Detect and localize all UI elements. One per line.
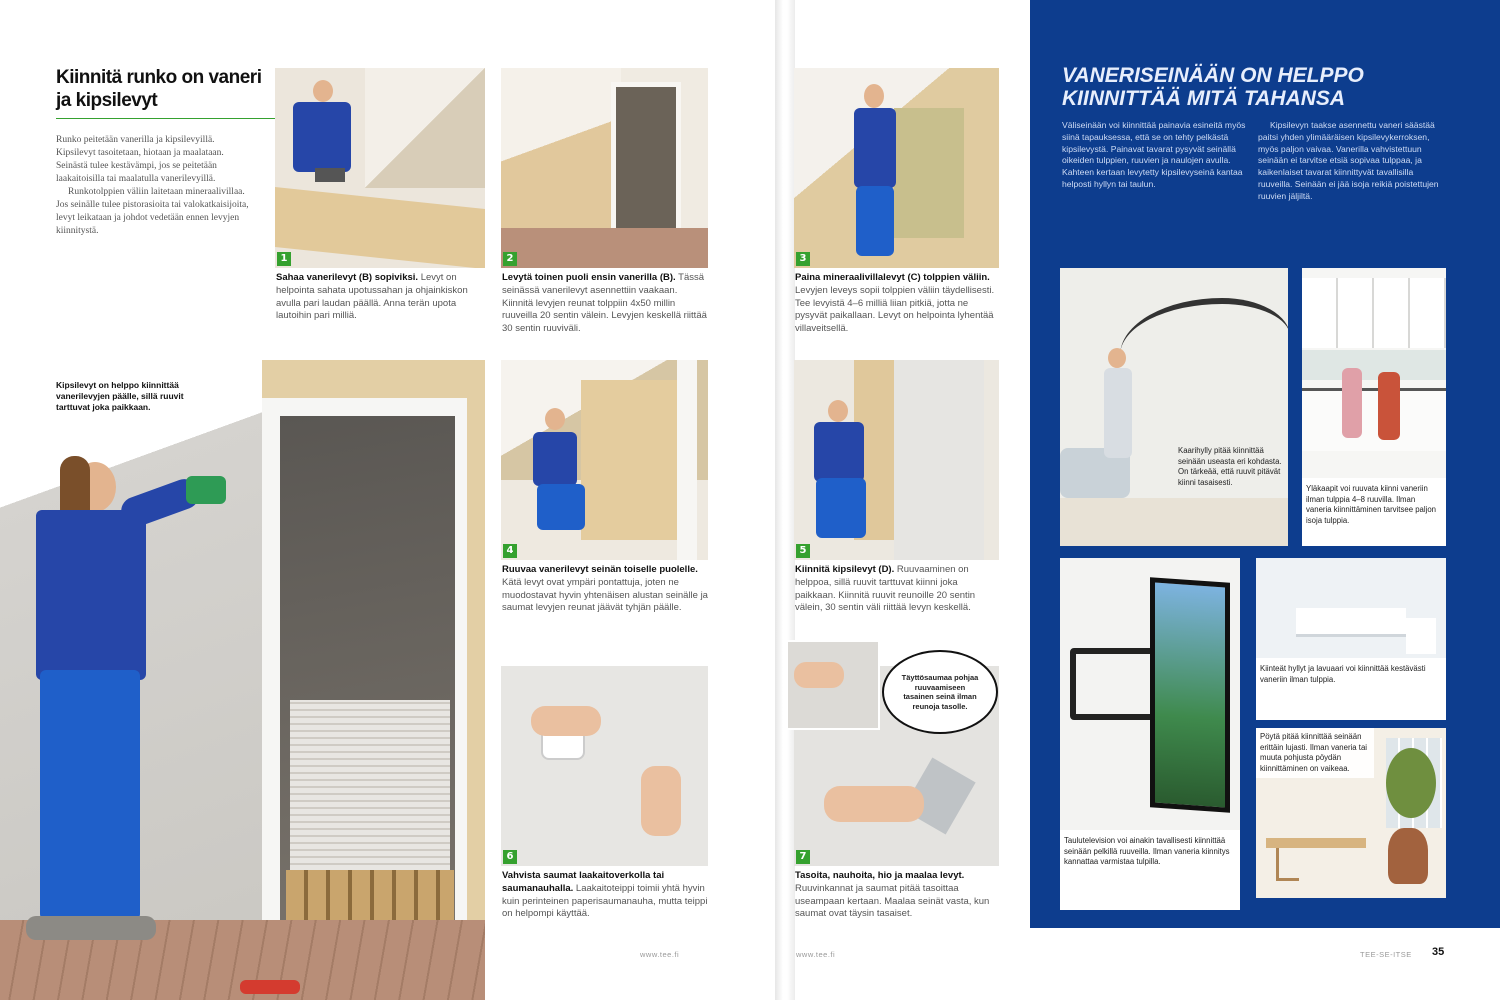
worker-trousers <box>816 478 866 538</box>
lower-cabinets <box>1302 388 1446 451</box>
main-photo-caption: Kipsilevyt on helppo kiinnittää vanerilevyjen päälle, sillä ruuvit tarttuvat joka paikkaan. <box>56 380 184 412</box>
step-2-photo <box>501 68 708 268</box>
plywood-wall <box>581 380 681 540</box>
step-1-caption <box>276 272 484 323</box>
step-6-title: Vahvista saumat laakaitoverkolla tai saumanauhalla. <box>502 870 665 894</box>
lemon-tree <box>1386 748 1436 818</box>
step-2-caption <box>502 272 708 336</box>
table-caption: Pöytä pitää kiinnittää seinään erittäin lujasti. Ilman vaneria tai muuta pohjusta pöydän kiinnittäminen on vaikeaa. <box>1256 728 1374 778</box>
brick-floor <box>501 228 708 268</box>
curved-shelf <box>1120 298 1288 394</box>
hand <box>824 786 924 822</box>
power-cord <box>240 980 300 994</box>
main-photo <box>0 360 485 1000</box>
intro-text <box>56 134 256 238</box>
worker-body <box>293 102 351 172</box>
worker-head <box>864 84 884 108</box>
step-6-badge: 6 <box>503 850 517 864</box>
step-1-title: Sahaa vanerilevyt (B) sopiviksi. <box>276 272 419 283</box>
step-7-badge: 7 <box>796 850 810 864</box>
worker-head <box>313 80 333 102</box>
step-3-caption <box>795 272 1000 336</box>
tv-caption: Taulutelevision voi ainakin tavallisesti kiinnittää seinään pelkillä ruuveilla. Ilman vaneria kiinnitys kannattaa varmistaa tulpilla. <box>1064 836 1230 866</box>
gypsum-stack <box>290 700 450 870</box>
worker-body <box>533 432 577 486</box>
blue-title-line-2: KIINNITTÄÄ MITÄ TAHANSA <box>1062 87 1346 110</box>
step-7-text: Ruuvinkannat ja saumat pitää tasoittaa useampaan kertaan. Maalaa seinät vasta, kun saumat ovat täysin tasaiset. <box>795 882 990 920</box>
worker-trousers <box>40 670 140 920</box>
table-bracket <box>1276 848 1299 881</box>
step-2-badge: 2 <box>503 252 517 266</box>
page-gutter <box>775 0 795 1000</box>
step-4-text: Kätä levyt ovat ympäri pontattuja, joten ne muodostavat hyvin yhtenäisen alustan seinälle ja saumat levyjen reunat jäävät tyhjän päälle. <box>502 576 708 614</box>
worker-shoes <box>26 916 156 940</box>
worker-trousers <box>856 186 894 256</box>
step-1-text: Levyt on helpointa sahata upotussahan ja ohjainkiskon avulla pari laudan päällä. Anna terän upota lautoihin pari milliä. <box>276 272 468 322</box>
step-5-title: Kiinnitä kipsilevyt (D). <box>795 564 895 575</box>
plywood-sheet <box>275 187 485 268</box>
shelf-photo <box>1060 268 1288 546</box>
step-3-photo <box>794 68 999 268</box>
child-2 <box>1378 372 1400 440</box>
hand-bottom <box>641 766 681 836</box>
sink-caption: Kiinteät hyllyt ja lavuaari voi kiinnittää kestävästi vaneriin ilman tulppia. <box>1260 664 1426 684</box>
worker-body <box>814 422 864 482</box>
middle-footer: www.tee.fi <box>796 950 836 959</box>
step-4-badge: 4 <box>503 544 517 558</box>
tv-mount <box>1070 648 1162 720</box>
worker-jacket <box>36 510 146 680</box>
step-3-title: Paina mineraalivillalevyt (C) tolppien väliin. <box>795 272 990 283</box>
step-6-photo <box>501 666 708 866</box>
mineral-wool <box>894 108 964 238</box>
step-5-photo <box>794 360 999 560</box>
blue-col-2: Kipsilevyn taakse asennettu vaneri säästää paitsi yhden ylimääräisen kipsilevykerroksen, myös paljon vaivaa. Vanerilla vahvistettuun seinään ei tarvitse etsiä sopivaa tulppaa, ja kaikenlaiset tavarat kiinnittyvät tavallisilla ruuveilla. Seinään ei jää isoja reikiä poistettujen ruuvien jäljiltä. <box>1258 120 1439 201</box>
step-4-title: Ruuvaa vanerilevyt seinän toiselle puolelle. <box>502 564 698 575</box>
step-3-badge: 3 <box>796 252 810 266</box>
kitchen-photo <box>1302 268 1446 478</box>
inset-photo <box>786 640 880 730</box>
tip-callout-text: Täyttösaumaa pohjaa ruuvaamiseen tasainen seinä ilman reunoja tasolle. <box>901 673 979 711</box>
child-1 <box>1342 368 1362 438</box>
worker-head <box>545 408 565 430</box>
step-5-text: Ruuvaaminen on helppoa, sillä ruuvit tarttuvat kiinni joka paikkaan. Kiinnitä ruuvit reunoille 20 sentin välein, 30 sentin väli riittää levyn keskellä. <box>795 564 976 614</box>
step-6-text: Laakaitoteippi toimii yhtä hyvin kuin perinteinen paperisaumanauha, mutta teippi on helpompi käyttää. <box>502 882 708 920</box>
left-page-title: Kiinnitä runko on vaneri ja kipsilevyt <box>56 67 262 111</box>
left-footer: www.tee.fi <box>640 950 680 959</box>
blue-title-line-1: VANERISEINÄÄN ON HELPPO <box>1062 64 1364 87</box>
step-5-caption <box>795 564 1000 615</box>
gypsum-board <box>894 360 984 560</box>
step-5-badge: 5 <box>796 544 810 558</box>
tv-screen <box>1150 577 1230 813</box>
inset-hand <box>794 662 844 688</box>
kitchen-caption: Yläkaapit voi ruuvata kiinni vaneriin ilman tulppia 4–8 ruuvilla. Ilman vaneria kiinnittäminen tarvitsee paljon isoja tulppia. <box>1306 484 1437 525</box>
worker-head <box>828 400 848 422</box>
intro-paragraph-1: Runko peitetään vanerilla ja kipsilevyillä. Kipsilevyt tasoitetaan, hiotaan ja maalataan. Seinästä tulee kestävämpi, jos se peitetään laakaitoisilla tai maalatulla vanerilevyillä. <box>56 135 224 184</box>
step-1-photo <box>275 68 485 268</box>
step-4-caption <box>502 564 708 615</box>
sink-cabinet <box>1406 618 1436 654</box>
step-7-title: Tasoita, nauhoita, hio ja maalaa levyt. <box>795 870 965 881</box>
attic-ceiling <box>365 68 485 188</box>
woman-head <box>1108 348 1126 368</box>
kitchen-caption-box <box>1302 478 1446 546</box>
doorway <box>611 82 681 242</box>
shelf-caption: Kaarihylly pitää kiinnittää seinään useasta eri kohdasta. On tärkeää, että ruuvit pitävät kiinni tasaisesti. <box>1178 446 1282 487</box>
sink-basin <box>1296 608 1406 637</box>
pallet <box>286 870 454 920</box>
worker-body <box>854 108 896 188</box>
hand-top <box>531 706 601 736</box>
sink-photo <box>1256 558 1446 658</box>
tv-photo <box>1060 558 1240 830</box>
blue-panel-title <box>1062 64 1482 110</box>
tv-caption-box <box>1060 830 1240 910</box>
drill <box>186 476 226 504</box>
folding-table <box>1266 838 1366 848</box>
step-2-title: Levytä toinen puoli ensin vanerilla (B). <box>502 272 676 283</box>
saw <box>315 168 345 182</box>
woman-body <box>1104 368 1132 458</box>
upper-cabinets <box>1302 278 1446 348</box>
step-6-caption <box>502 870 708 921</box>
worker-trousers <box>537 484 585 530</box>
floor <box>1060 498 1288 546</box>
blue-col-1: Väliseinään voi kiinnittää painavia esineitä myös siinä tapauksessa, että se on tehty pelkästä kipsilevystä. Painavat tavarat pysyvät seinällä oikeiden tulppien, ruuvien ja naulojen avulla. Kahteen kertaan levytetty kipsilevyseinä kantaa helposti hyllyn tai taulun. <box>1062 120 1246 189</box>
step-3-text: Levyjen leveys sopii tolppien väliin täydellisesti. Tee levyistä 4–6 milliä liian pitkiä, jotta ne pysyvät paikallaan. Levyt on helpointa lyhentää villaveitsellä. <box>795 284 995 335</box>
page-number: 35 <box>1432 946 1445 958</box>
step-4-photo <box>501 360 708 560</box>
step-7-caption <box>795 870 1000 921</box>
plant-pot <box>1388 828 1428 884</box>
tip-callout <box>882 650 998 734</box>
table-photo <box>1256 728 1446 898</box>
backsplash <box>1302 350 1446 380</box>
intro-paragraph-2: Runkotolppien väliin laitetaan mineraalivillaa. Jos seinälle tulee pistorasioita tai valokatkaisijoita, levyt leikataan ja johdot vedetään ennen levyjen kiinnitystä. <box>56 187 249 236</box>
right-footer: TEE-SE-ITSE <box>1360 950 1412 959</box>
sink-caption-box <box>1256 658 1446 720</box>
step-1-badge: 1 <box>277 252 291 266</box>
step-2-text: Tässä seinässä vanerilevyt asennettiin vaakaan. Kiinnitä levyjen reunat tolppiin 4x50 millin ruuveilla 20 sentin välein. Levyjen keskellä riittää 30 sentin ruuviväli. <box>502 272 707 335</box>
title-rule <box>56 118 276 119</box>
door-edge <box>677 360 697 560</box>
